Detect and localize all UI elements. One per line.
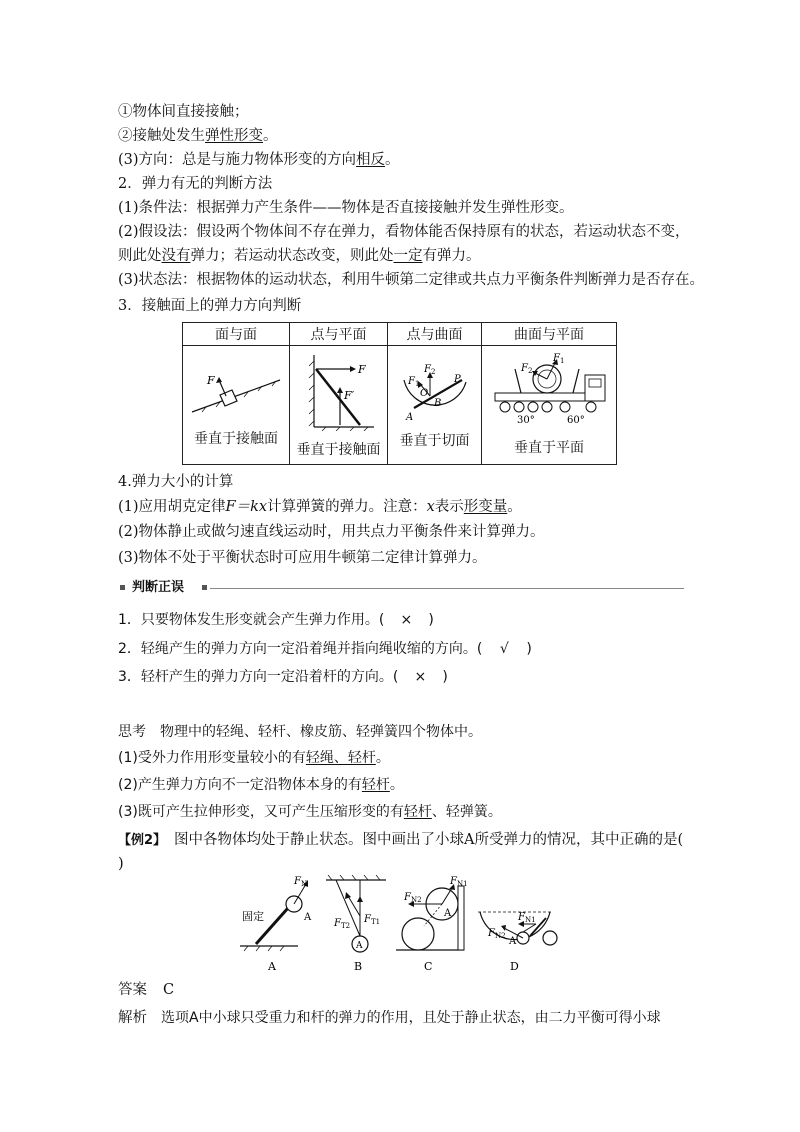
bullet-square <box>202 585 207 590</box>
option-label: A <box>268 960 276 973</box>
ball-label: A <box>509 936 517 947</box>
force-label: $F_{N2}$ <box>488 928 506 940</box>
ball-label: A <box>356 941 363 951</box>
think-question: 思考 物理中的轻绳、轻杆、橡皮筋、轻弹簧四个物体中。 <box>118 724 482 740</box>
direction-rule: (3)方向：总是与施力物体形变的方向相反。 <box>118 152 400 168</box>
force-label: F <box>207 374 215 387</box>
figure-d <box>478 912 557 973</box>
col-header: 面与面 <box>183 323 290 346</box>
block-on-incline-diagram <box>186 362 286 420</box>
answer-line: 答案 C <box>118 982 175 998</box>
force-label: F′ <box>343 389 354 402</box>
section-header <box>118 578 684 598</box>
figure-c <box>396 876 468 973</box>
cell-curve-plane <box>482 346 617 465</box>
magnitude-heading: 4.弹力大小的计算 <box>118 474 234 490</box>
angle-label: 60° <box>567 415 585 426</box>
force-label: $F_{T2}$ <box>334 918 351 930</box>
analysis-line: 解析 选项A中小球只受重力和杆的弹力的作用，且处于静止状态，由二力平衡可得小球 <box>118 1010 661 1026</box>
point-label: B <box>433 398 441 409</box>
force-label: $F_2$ <box>423 364 435 376</box>
think-answer-3: (3)既可产生拉伸形变，又可产生压缩形变的有轻杆、轻弹簧。 <box>118 804 502 820</box>
force-label: $F_2$ <box>521 363 533 375</box>
method-assumption-2: 则此处没有弹力；若运动状态改变，则此处一定有弹力。 <box>118 248 481 264</box>
option-label: C <box>424 960 433 973</box>
bullet-square <box>120 585 125 590</box>
condition-2: ②接触处发生弹性形变。 <box>118 128 278 144</box>
option-label: B <box>354 960 363 973</box>
force-label: $F_1$ <box>553 353 565 365</box>
think-answer-2: (2)产生弹力方向不一定沿物体本身的有轻杆。 <box>118 777 404 793</box>
tf-item: 3．轻杆产生的弹力方向一定沿着杆的方向。( × ) <box>118 669 448 685</box>
divider <box>210 588 684 589</box>
fixed-label: 固定 <box>242 910 264 923</box>
magnitude-newton: (3)物体不处于平衡状态时可应用牛顿第二定律计算弹力。 <box>118 550 487 566</box>
example-question: 【例2】 图中各物体均处于静止状态。图中画出了小球A所受弹力的情况，其中正确的是( <box>118 832 684 848</box>
option-label: D <box>510 960 519 973</box>
figure-b <box>326 875 386 973</box>
caption: 垂直于接触面 <box>296 442 381 458</box>
force-label: F <box>357 363 366 376</box>
example-close-paren: ) <box>118 856 124 872</box>
force-label: $F_1$ <box>407 376 419 388</box>
col-header: 点与曲面 <box>388 323 482 346</box>
force-label: $F_{N2}$ <box>404 892 422 904</box>
point-label: A <box>405 412 413 422</box>
cell-face-face <box>183 346 290 465</box>
col-header: 曲面与平面 <box>482 323 617 346</box>
think-answer-1: (1)受外力作用形变量较小的有轻绳、轻杆。 <box>118 750 390 766</box>
point-label: O <box>419 388 428 399</box>
angle-label: 30° <box>517 415 535 426</box>
truck-cylinder-diagram <box>487 353 611 429</box>
example-figure <box>236 874 566 974</box>
force-label: $F_{N1}$ <box>518 912 536 924</box>
section-title: 判断正误 <box>132 580 185 595</box>
force-label: $F_{N1}$ <box>450 876 468 888</box>
caption: 垂直于平面 <box>514 440 584 456</box>
tf-item: 1．只要物体发生形变就会产生弹力作用。( × ) <box>118 612 434 628</box>
caption: 垂直于接触面 <box>194 431 278 447</box>
magnitude-equilibrium: (2)物体静止或做匀速直线运动时，用共点力平衡条件来计算弹力。 <box>118 524 545 540</box>
method-condition: (1)条件法：根据弹力产生条件——物体是否直接接触并发生弹性形变。 <box>118 200 574 216</box>
rod-in-corner-diagram <box>294 351 384 431</box>
method-assumption-1: (2)假设法：假设两个物体间不存在弹力，看物体能否保持原有的状态，若运动状态不变， <box>118 224 690 240</box>
direction-table <box>182 322 617 465</box>
cell-point-curve <box>388 346 482 465</box>
col-header: 点与平面 <box>290 323 388 346</box>
method-state: (3)状态法：根据物体的运动状态，利用牛顿第二定律或共点力平衡条件判断弹力是否存在。 <box>118 272 705 288</box>
caption: 垂直于切面 <box>399 433 470 449</box>
force-label: $F_N$ <box>294 876 308 888</box>
ball-label: A <box>444 908 452 919</box>
direction-heading: 3．接触面上的弹力方向判断 <box>118 298 302 314</box>
condition-1: ①物体间直接接触； <box>118 104 249 120</box>
rod-in-bowl-diagram <box>390 360 480 422</box>
judge-heading: 2．弹力有无的判断方法 <box>118 176 273 192</box>
cell-point-plane <box>290 346 388 465</box>
figure-a <box>240 876 312 973</box>
tf-item: 2．轻绳产生的弹力方向一定沿着绳并指向绳收缩的方向。( √ ) <box>118 641 532 657</box>
point-label: P <box>453 374 461 385</box>
ball-label: A <box>304 912 312 923</box>
force-label: $F_{T1}$ <box>364 914 381 926</box>
magnitude-hooke: (1)应用胡克定律F＝kx计算弹簧的弹力。注意：x表示形变量。 <box>118 499 522 515</box>
